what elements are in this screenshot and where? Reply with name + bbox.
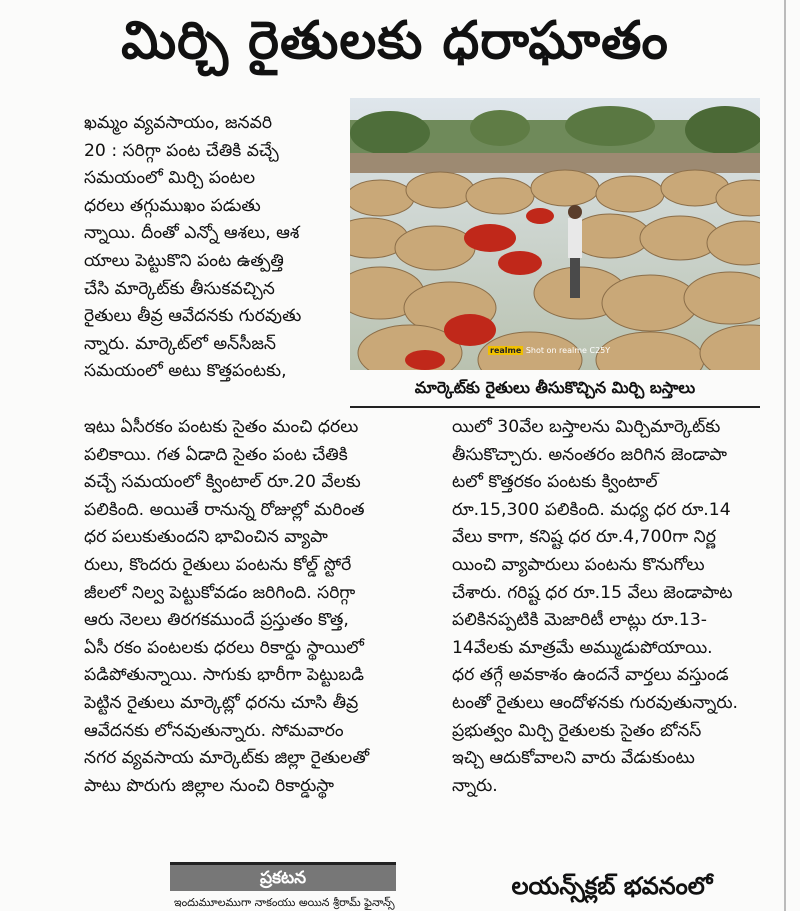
text-line: ప్రభుత్వం మిర్చి రైతులకు సైతం బోనస్ xyxy=(452,720,702,741)
text-line: వేలు కాగా, కనిష్ట ధర రూ.4,700గా నిర్ణ xyxy=(452,527,716,548)
text-line: ఆరు నెలలు తిరగకముందే ప్రస్తుతం కొత్త, xyxy=(84,610,349,631)
market-photo xyxy=(350,98,760,370)
text-line: యిలో 30వేల బస్తాలను మిర్చిమార్కెట్‌కు xyxy=(452,417,721,437)
text-line: యాలు పెట్టుకొని పంట ఉత్పత్తి xyxy=(84,250,284,271)
text-line: ఆవేదనకు లోనవుతున్నారు. సోమవారం xyxy=(84,720,344,741)
text-line: ఏసీ రకం పంటలకు ధరలు రికార్డు స్థాయిలో xyxy=(84,637,364,658)
watermark-text: Shot on realme C25Y xyxy=(525,346,611,355)
left-column xyxy=(84,414,426,800)
next-article-headline: లయన్స్‌క్లబ్ భవనంలో xyxy=(511,872,713,900)
text-line: తీసుకొచ్చారు. అనంతరం జరిగిన జెండాపా xyxy=(452,444,727,465)
text-line: ధర తగ్గే అవకాశం ఉందనే వార్తలు వస్తుండ xyxy=(452,665,729,686)
headline: మిర్చి రైతులకు ధరాఘాతం xyxy=(121,11,669,71)
text-line: చేశారు. గరిష్ట ధర రూ.15 వేలు జెండాపాట xyxy=(452,582,733,603)
text-line: పాటు పొరుగు జిల్లాల నుంచి రికార్డుస్థా xyxy=(84,775,334,796)
text-line: టంతో రైతులు ఆందోళనకు గురవుతున్నారు. xyxy=(452,692,738,713)
ad-text: ఇందుమూలముగా నాకంయు అయిన శ్రీరామ్ ఫైనాన్స్ xyxy=(174,896,395,909)
text-line: పడిపోతున్నాయి. సాగుకు భారీగా పెట్టుబడి xyxy=(84,665,364,686)
text-line: పెట్టిన రైతులు మార్కెట్లో ధరను చూసి తీవ్ర xyxy=(84,692,359,713)
text-line: చేసి మార్కెట్‌కు తీసుకవచ్చిన xyxy=(84,278,275,299)
text-line: ధర పలుకుతుందని భావించిన వ్యాపా xyxy=(84,527,328,548)
ad-title: ప్రకటన xyxy=(170,865,396,891)
watermark-brand: realme xyxy=(490,346,522,355)
text-line: సమయంలో అటు కొత్తపంటకు, xyxy=(84,361,287,382)
right-column xyxy=(452,414,758,800)
text-line: రులు, కొందరు రైతులు పంటను కోల్డ్ స్టోరే xyxy=(84,554,352,575)
text-line: నగర వ్యవసాయ మార్కెట్‌కు జిల్లా రైతులతో xyxy=(84,748,370,769)
text-line: 20 : సరిగ్గా పంట చేతికి వచ్చే xyxy=(84,140,279,161)
text-line: ధరలు తగ్గుముఖం పడుతు xyxy=(84,195,261,216)
text-line: పలికినప్పటికి మెజారిటీ లాట్లు రూ.13- xyxy=(452,610,707,631)
text-line: న్నారు. xyxy=(452,775,498,796)
advertisement-box xyxy=(170,862,396,911)
column-rule xyxy=(784,0,786,911)
text-line: సమయంలో మిర్చి పంటల xyxy=(84,168,256,189)
text-line: న్నారు. మార్కెట్‌లో అన్‌సీజన్ xyxy=(84,333,276,354)
text-line: ఇటు ఏసీరకం పంటకు సైతం మంచి ధరలు xyxy=(84,417,359,437)
photo-caption: మార్కెట్‌కు రైతులు తీసుకొచ్చిన మిర్చి బస్తాలు xyxy=(350,372,760,408)
text-line: పలికాయి. గత ఏడాది సైతం పంట చేతికి xyxy=(84,444,348,465)
text-line: వచ్చే సమయంలో క్వింటాల్ రూ.20 వేలకు xyxy=(84,472,361,493)
text-line: యించి వ్యాపారులు పంటను కొనుగోలు xyxy=(452,554,705,575)
text-line: ఇచ్చి ఆదుకోవాలని వారు వేడుకుంటు xyxy=(452,748,695,769)
text-line: జీలలో నిల్వ పెట్టుకోవడం జరిగింది. సరిగ్గా xyxy=(84,582,356,603)
photo-watermark xyxy=(488,346,610,355)
text-line: ఖమ్మం వ్యవసాయం, జనవరి xyxy=(84,113,273,133)
text-line: పలికింది. అయితే రానున్న రోజుల్లో మరింత xyxy=(84,499,365,520)
text-line: టలో కొత్తరకం పంటకు క్వింటాల్ xyxy=(452,472,658,493)
text-line: 14వేలకు మాత్రమే అమ్ముడుపోయాయి. xyxy=(452,637,713,658)
text-line: రూ.15,300 పలికింది. మధ్య ధర రూ.14 xyxy=(452,499,731,520)
chili-sacks-image xyxy=(350,98,760,370)
lead-column xyxy=(84,110,346,386)
text-line: రైతులు తీవ్ర ఆవేదనకు గురవుతు xyxy=(84,306,302,327)
text-line: న్నాయి. దీంతో ఎన్నో ఆశలు, ఆశ xyxy=(84,223,300,244)
